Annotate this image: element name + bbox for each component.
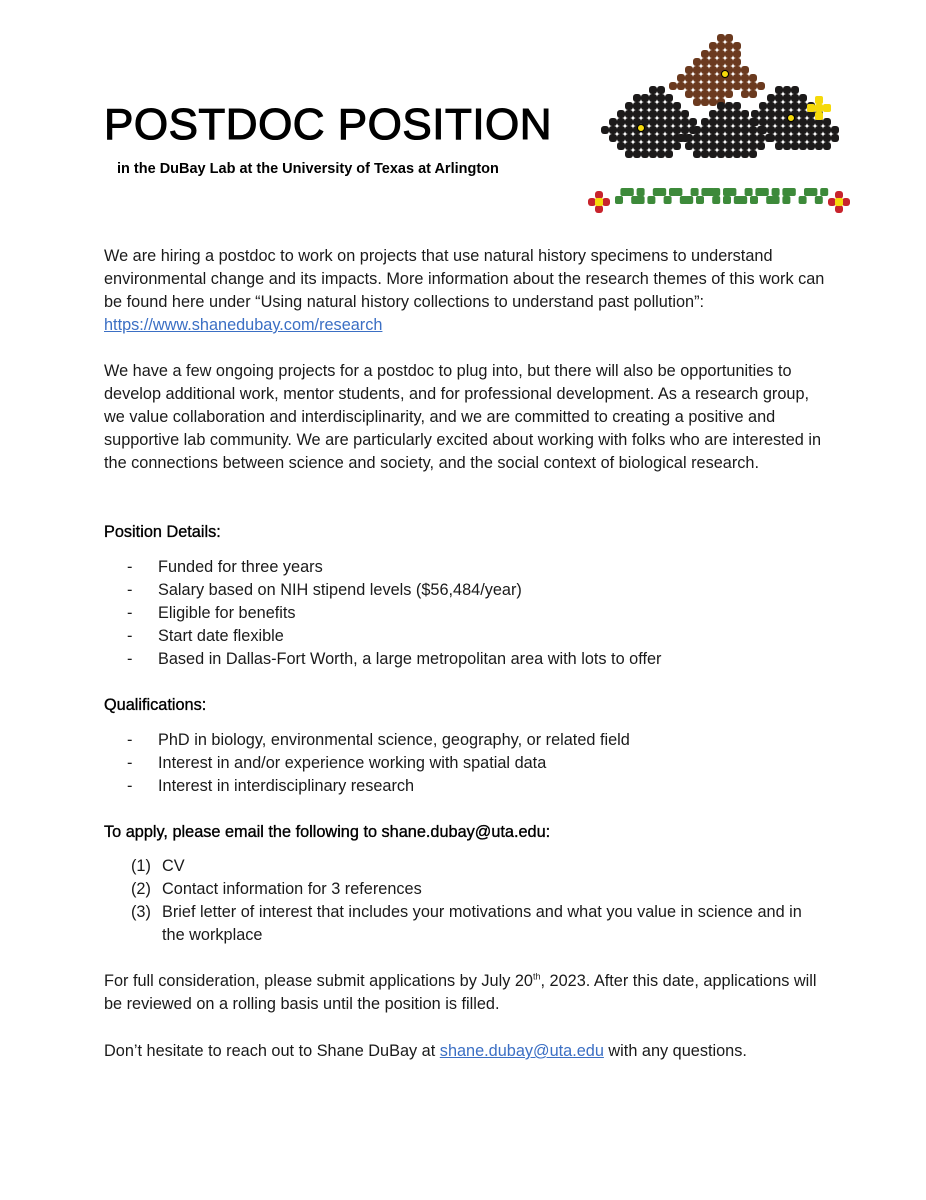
green-vine-pixel — [809, 188, 817, 196]
black-bird-pixel — [759, 110, 767, 118]
green-vine-pixel — [739, 196, 747, 204]
black-bird-pixel — [641, 134, 649, 142]
green-vine-pixel — [782, 196, 790, 204]
black-bird-pixel — [609, 126, 617, 134]
red-flower-pixel — [828, 198, 836, 206]
brown-bird-pixel — [677, 82, 685, 90]
brown-bird-pixel — [701, 90, 709, 98]
black-bird-pixel — [775, 94, 783, 102]
green-vine-pixel — [745, 188, 753, 196]
black-bird-pixel — [741, 134, 749, 142]
black-bird-pixel — [709, 150, 717, 158]
black-bird-pixel — [657, 110, 665, 118]
brown-bird-pixel — [709, 74, 717, 82]
brown-bird-pixel — [717, 34, 725, 42]
black-bird-pixel — [741, 126, 749, 134]
brown-bird-pixel — [701, 82, 709, 90]
brown-bird-pixel — [709, 66, 717, 74]
brown-bird-pixel — [749, 90, 757, 98]
green-vine-pixel — [820, 188, 828, 196]
black-bird-pixel — [685, 134, 693, 142]
brown-bird-pixel — [685, 74, 693, 82]
green-vine-pixel — [728, 188, 736, 196]
black-bird-pixel — [609, 118, 617, 126]
black-bird-pixel — [657, 150, 665, 158]
yellow-flower-pixel — [815, 112, 823, 120]
bird-eye-icon — [722, 71, 729, 78]
green-vine-pixel — [637, 196, 645, 204]
black-bird-pixel — [791, 142, 799, 150]
black-bird-pixel — [665, 126, 673, 134]
black-bird-pixel — [725, 142, 733, 150]
black-bird-pixel — [681, 118, 689, 126]
black-bird-pixel — [783, 142, 791, 150]
black-bird-pixel — [657, 94, 665, 102]
black-bird-pixel — [641, 94, 649, 102]
black-bird-pixel — [791, 102, 799, 110]
black-bird-pixel — [657, 118, 665, 126]
black-bird-pixel — [717, 118, 725, 126]
intro-paragraph — [104, 245, 826, 337]
black-bird-pixel — [657, 134, 665, 142]
black-bird-pixel — [815, 142, 823, 150]
black-bird-pixel — [799, 134, 807, 142]
black-bird-pixel — [823, 134, 831, 142]
black-bird-pixel — [717, 102, 725, 110]
black-bird-pixel — [733, 142, 741, 150]
page-subtitle: in the DuBay Lab at the University of Texas at Arlington — [117, 161, 499, 177]
contact-paragraph: Don’t hesitate to reach out to Shane DuBay at shane.dubay@uta.edu with any questions. — [104, 1042, 747, 1060]
black-bird-pixel — [633, 134, 641, 142]
black-bird-pixel — [751, 118, 759, 126]
black-bird-pixel — [617, 142, 625, 150]
black-bird-pixel — [673, 102, 681, 110]
black-bird-pixel — [641, 150, 649, 158]
black-bird-pixel — [649, 150, 657, 158]
list-item: - Interest in and/or experience working with spatial data — [127, 754, 547, 772]
brown-bird-pixel — [733, 50, 741, 58]
research-link[interactable]: https://www.shanedubay.com/research — [104, 316, 383, 334]
black-bird-pixel — [641, 102, 649, 110]
about-paragraph: We have a few ongoing projects for a postdoc to plug into, but there will also be opportunities to develop additional work, mentor students, and for professional development. As a research group, we value collaboration and interdisciplinarity, and we are committed to creating a positive and supportive lab community. We are particularly excited about working with folks who are interested in the connections between science and society, and the social context of biological research. — [104, 362, 822, 472]
brown-bird-pixel — [693, 98, 701, 106]
black-bird-pixel — [609, 134, 617, 142]
list-item: - Funded for three years — [127, 558, 323, 576]
brown-bird-pixel — [749, 74, 757, 82]
black-bird-pixel — [759, 126, 767, 134]
black-bird-pixel — [625, 150, 633, 158]
brown-bird-pixel — [701, 58, 709, 66]
brown-bird-pixel — [741, 82, 749, 90]
black-bird-pixel — [815, 134, 823, 142]
black-bird-pixel — [799, 110, 807, 118]
black-bird-pixel — [815, 126, 823, 134]
list-item: - Start date flexible — [127, 627, 284, 645]
deadline-paragraph: For full consideration, please submit applications by July 20th, 2023. After this date, applications will be reviewed on a rolling basis until the position is filled. — [104, 971, 817, 1013]
brown-bird-pixel — [717, 82, 725, 90]
black-bird-pixel — [633, 110, 641, 118]
black-bird-pixel — [775, 102, 783, 110]
green-vine-pixel — [647, 196, 655, 204]
brown-bird-pixel — [685, 82, 693, 90]
yellow-flower-pixel — [815, 104, 823, 112]
black-bird-pixel — [625, 102, 633, 110]
black-bird-pixel — [665, 118, 673, 126]
black-bird-pixel — [717, 134, 725, 142]
brown-bird-pixel — [757, 82, 765, 90]
green-vine-pixel — [691, 188, 699, 196]
black-bird-pixel — [741, 118, 749, 126]
black-bird-pixel — [625, 134, 633, 142]
brown-bird-pixel — [693, 82, 701, 90]
brown-bird-pixel — [701, 98, 709, 106]
black-bird-pixel — [791, 126, 799, 134]
black-bird-pixel — [649, 134, 657, 142]
pixel-bird-logo-icon — [585, 24, 855, 232]
black-bird-pixel — [733, 134, 741, 142]
green-vine-pixel — [772, 188, 780, 196]
black-bird-pixel — [633, 150, 641, 158]
black-bird-pixel — [807, 134, 815, 142]
black-bird-pixel — [709, 118, 717, 126]
brown-bird-pixel — [741, 74, 749, 82]
apply-heading: To apply, please email the following to shane.dubay@uta.edu: — [104, 823, 551, 841]
green-vine-pixel — [615, 196, 623, 204]
brown-bird-pixel — [693, 66, 701, 74]
brown-bird-pixel — [685, 90, 693, 98]
brown-bird-pixel — [701, 74, 709, 82]
black-bird-pixel — [823, 126, 831, 134]
apply-list — [131, 855, 827, 947]
black-bird-pixel — [617, 110, 625, 118]
dubay-lab-logo — [585, 24, 855, 232]
black-bird-pixel — [767, 102, 775, 110]
green-vine-pixel — [788, 188, 796, 196]
black-bird-pixel — [725, 150, 733, 158]
brown-bird-pixel — [685, 66, 693, 74]
brown-bird-pixel — [669, 82, 677, 90]
black-bird-pixel — [693, 134, 701, 142]
black-bird-pixel — [733, 126, 741, 134]
black-bird-pixel — [657, 102, 665, 110]
position-details-heading: Position Details: — [104, 523, 221, 541]
black-bird-pixel — [831, 134, 839, 142]
page-title: POSTDOC POSITION — [104, 100, 553, 149]
red-flower-pixel — [602, 198, 610, 206]
black-bird-pixel — [709, 126, 717, 134]
black-bird-pixel — [799, 142, 807, 150]
black-bird-pixel — [665, 134, 673, 142]
black-bird-pixel — [783, 126, 791, 134]
brown-bird-pixel — [709, 42, 717, 50]
green-vine-pixel — [799, 196, 807, 204]
green-vine-pixel — [685, 196, 693, 204]
black-bird-pixel — [681, 126, 689, 134]
black-bird-pixel — [617, 126, 625, 134]
black-bird-pixel — [757, 134, 765, 142]
black-bird-pixel — [693, 150, 701, 158]
brown-bird-pixel — [717, 58, 725, 66]
brown-bird-pixel — [725, 90, 733, 98]
intro-text: We are hiring a postdoc to work on projects that use natural history specimens to understand environmental change and its impacts. More information about the research themes of this work can be found here under “Using natural history collections to understand past pollution”: — [104, 247, 825, 311]
brown-bird-pixel — [717, 50, 725, 58]
black-bird-pixel — [725, 110, 733, 118]
black-bird-pixel — [673, 110, 681, 118]
red-flower-pixel — [835, 205, 843, 213]
black-bird-pixel — [633, 94, 641, 102]
black-bird-pixel — [775, 142, 783, 150]
black-bird-pixel — [757, 142, 765, 150]
black-bird-pixel — [831, 126, 839, 134]
list-item: (3) Brief letter of interest that includes your motivations and what you value in science and in the workplace — [131, 903, 802, 944]
brown-bird-pixel — [701, 66, 709, 74]
black-bird-pixel — [625, 142, 633, 150]
green-vine-pixel — [674, 188, 682, 196]
brown-bird-pixel — [733, 82, 741, 90]
black-bird-pixel — [775, 134, 783, 142]
black-bird-pixel — [799, 102, 807, 110]
qualifications-heading: Qualifications: — [104, 696, 207, 714]
list-item: - PhD in biology, environmental science, geography, or related field — [127, 731, 630, 749]
black-bird-pixel — [693, 126, 701, 134]
red-flower-pixel — [835, 191, 843, 199]
red-flower-pixel — [595, 191, 603, 199]
black-bird-pixel — [783, 102, 791, 110]
black-bird-pixel — [725, 118, 733, 126]
brown-bird-pixel — [709, 82, 717, 90]
list-item: - Salary based on NIH stipend levels ($56,484/year) — [127, 581, 522, 599]
black-bird-pixel — [657, 142, 665, 150]
black-bird-pixel — [633, 102, 641, 110]
green-vine-pixel — [696, 196, 704, 204]
black-bird-pixel — [791, 134, 799, 142]
black-bird-pixel — [641, 142, 649, 150]
brown-bird-pixel — [733, 74, 741, 82]
black-bird-pixel — [807, 118, 815, 126]
green-vine-pixel — [750, 196, 758, 204]
black-bird-pixel — [625, 110, 633, 118]
black-bird-pixel — [657, 126, 665, 134]
brown-bird-pixel — [749, 82, 757, 90]
brown-bird-pixel — [725, 50, 733, 58]
brown-bird-pixel — [733, 66, 741, 74]
black-bird-pixel — [775, 86, 783, 94]
black-bird-pixel — [767, 126, 775, 134]
red-flower-pixel — [588, 198, 596, 206]
red-flower-center-pixel — [595, 198, 603, 206]
black-bird-pixel — [717, 110, 725, 118]
green-vine-pixel — [637, 188, 645, 196]
black-bird-pixel — [807, 126, 815, 134]
black-bird-pixel — [649, 142, 657, 150]
brown-bird-pixel — [701, 50, 709, 58]
black-bird-pixel — [741, 150, 749, 158]
green-vine-pixel — [658, 188, 666, 196]
brown-bird-pixel — [693, 90, 701, 98]
black-bird-pixel — [759, 102, 767, 110]
brown-bird-pixel — [717, 42, 725, 50]
black-bird-pixel — [649, 126, 657, 134]
black-bird-pixel — [701, 126, 709, 134]
yellow-flower-pixel — [807, 104, 815, 112]
black-bird-pixel — [741, 142, 749, 150]
black-bird-pixel — [673, 118, 681, 126]
black-bird-pixel — [733, 118, 741, 126]
brown-bird-pixel — [725, 58, 733, 66]
brown-bird-pixel — [677, 74, 685, 82]
green-vine-pixel — [815, 196, 823, 204]
black-bird-pixel — [625, 118, 633, 126]
black-bird-pixel — [709, 142, 717, 150]
list-item: - Based in Dallas-Fort Worth, a large metropolitan area with lots to offer — [127, 650, 662, 668]
brown-bird-pixel — [709, 90, 717, 98]
black-bird-pixel — [733, 150, 741, 158]
qualifications-list — [127, 729, 827, 798]
black-bird-pixel — [601, 126, 609, 134]
black-bird-pixel — [717, 150, 725, 158]
black-bird-pixel — [799, 126, 807, 134]
black-bird-pixel — [791, 94, 799, 102]
black-bird-pixel — [657, 86, 665, 94]
black-bird-pixel — [673, 142, 681, 150]
black-bird-pixel — [799, 94, 807, 102]
brown-bird-pixel — [725, 34, 733, 42]
brown-bird-pixel — [709, 50, 717, 58]
green-vine-pixel — [772, 196, 780, 204]
black-bird-pixel — [725, 126, 733, 134]
black-bird-pixel — [673, 126, 681, 134]
black-bird-pixel — [823, 142, 831, 150]
black-bird-pixel — [767, 110, 775, 118]
red-flower-pixel — [842, 198, 850, 206]
green-vine-pixel — [712, 188, 720, 196]
black-bird-pixel — [665, 94, 673, 102]
brown-bird-pixel — [693, 74, 701, 82]
list-item: - Interest in interdisciplinary research — [127, 777, 415, 795]
black-bird-pixel — [749, 142, 757, 150]
brown-bird-pixel — [709, 98, 717, 106]
black-bird-pixel — [665, 102, 673, 110]
black-bird-pixel — [725, 134, 733, 142]
black-bird-pixel — [689, 118, 697, 126]
black-bird-pixel — [701, 142, 709, 150]
bird-eye-icon — [638, 125, 645, 132]
black-bird-pixel — [775, 110, 783, 118]
brown-bird-pixel — [725, 42, 733, 50]
yellow-flower-pixel — [815, 96, 823, 104]
black-bird-pixel — [617, 134, 625, 142]
black-bird-pixel — [741, 110, 749, 118]
black-bird-pixel — [641, 110, 649, 118]
black-bird-pixel — [759, 118, 767, 126]
email-link[interactable]: shane.dubay@uta.edu — [439, 1042, 604, 1060]
yellow-flower-pixel — [823, 104, 831, 112]
black-bird-pixel — [709, 134, 717, 142]
black-bird-pixel — [749, 150, 757, 158]
black-bird-pixel — [783, 94, 791, 102]
black-bird-pixel — [649, 94, 657, 102]
black-bird-pixel — [733, 110, 741, 118]
black-bird-pixel — [685, 142, 693, 150]
black-bird-pixel — [701, 150, 709, 158]
black-bird-pixel — [665, 110, 673, 118]
black-bird-pixel — [783, 134, 791, 142]
brown-bird-pixel — [733, 42, 741, 50]
green-vine-pixel — [712, 196, 720, 204]
black-bird-pixel — [625, 126, 633, 134]
black-bird-pixel — [665, 150, 673, 158]
list-item: (2) Contact information for 3 references — [131, 880, 422, 898]
black-bird-pixel — [767, 94, 775, 102]
brown-bird-pixel — [741, 90, 749, 98]
black-bird-pixel — [677, 134, 685, 142]
black-bird-pixel — [649, 86, 657, 94]
black-bird-pixel — [693, 142, 701, 150]
black-bird-pixel — [767, 118, 775, 126]
black-bird-pixel — [649, 110, 657, 118]
black-bird-pixel — [701, 118, 709, 126]
list-item: - Eligible for benefits — [127, 604, 296, 622]
green-vine-pixel — [761, 188, 769, 196]
brown-bird-pixel — [733, 58, 741, 66]
brown-bird-pixel — [717, 90, 725, 98]
black-bird-pixel — [709, 110, 717, 118]
brown-bird-pixel — [741, 66, 749, 74]
black-bird-pixel — [775, 126, 783, 134]
green-vine-pixel — [626, 188, 634, 196]
black-bird-pixel — [799, 118, 807, 126]
black-bird-pixel — [617, 118, 625, 126]
black-bird-pixel — [649, 102, 657, 110]
black-bird-pixel — [775, 118, 783, 126]
black-bird-pixel — [807, 142, 815, 150]
red-flower-center-pixel — [835, 198, 843, 206]
green-vine-pixel — [723, 196, 731, 204]
brown-bird-pixel — [709, 58, 717, 66]
black-bird-pixel — [633, 142, 641, 150]
black-bird-pixel — [725, 102, 733, 110]
black-bird-pixel — [681, 110, 689, 118]
black-bird-pixel — [749, 134, 757, 142]
position-details-list — [127, 556, 827, 671]
brown-bird-pixel — [725, 82, 733, 90]
black-bird-pixel — [717, 126, 725, 134]
red-flower-pixel — [595, 205, 603, 213]
black-bird-pixel — [767, 134, 775, 142]
black-bird-pixel — [823, 118, 831, 126]
green-vine-pixel — [664, 196, 672, 204]
black-bird-pixel — [791, 86, 799, 94]
black-bird-pixel — [701, 134, 709, 142]
black-bird-pixel — [733, 102, 741, 110]
list-item: (1) CV — [131, 857, 185, 875]
bird-eye-icon — [788, 115, 795, 122]
black-bird-pixel — [751, 110, 759, 118]
black-bird-pixel — [783, 86, 791, 94]
brown-bird-pixel — [693, 58, 701, 66]
black-bird-pixel — [649, 118, 657, 126]
black-bird-pixel — [665, 142, 673, 150]
black-bird-pixel — [717, 142, 725, 150]
black-bird-pixel — [749, 126, 757, 134]
